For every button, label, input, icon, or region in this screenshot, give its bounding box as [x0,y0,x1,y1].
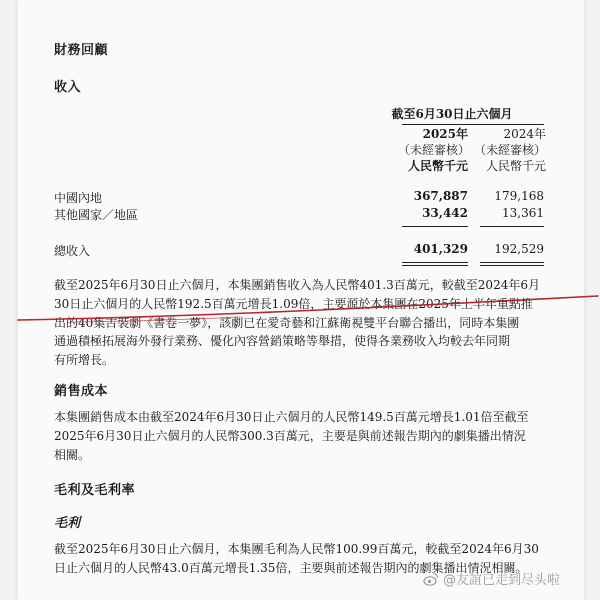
row-other-2024: 13,361 [502,206,544,220]
revenue-paragraph-line: 通過積極拓展海外發行業務、優化內容營銷策略等舉措，使得各業務收入均較去年同期 [54,334,511,349]
revenue-paragraph-line: 有所增長。 [54,353,115,368]
section-title: 財務回顧 [54,43,109,58]
revenue-paragraph-line: 30日止六個月的人民幣192.5百萬元增長1.09倍，主要源於本集團在2025年上半年重點推 [54,296,533,311]
cost-paragraph-line: 相關。 [54,447,91,462]
row-mainland-2024: 179,168 [494,189,544,203]
total-rule-2025-b [402,265,468,266]
row-other-2025: 33,442 [422,206,468,220]
total-rule-2025-a [402,262,468,263]
gross-heading: 毛利及毛利率 [54,483,136,498]
subtotal-rule-2025 [402,226,468,227]
cost-paragraph [54,408,554,464]
watermark [423,569,560,588]
gross-paragraph-line: 日止六個月的人民幣43.0百萬元增長1.35倍，主要與前述報告期內的劇集播出情況相關。 [54,560,528,575]
col-2025-year: 2025年 [422,127,468,141]
total-rule-2024-a [480,262,544,263]
col-2024-note: （未經審核） [474,143,547,157]
revenue-heading: 收入 [54,80,82,95]
row-mainland-2025: 367,887 [413,189,468,203]
subtotal-rule-2024 [480,226,544,227]
period-header-rule [402,124,544,125]
period-header: 截至6月30日止六個月 [391,107,513,121]
document-page [18,0,584,600]
row-label-total: 總收入 [54,244,91,258]
watermark-text: @友誼已走到尽头啦 [442,573,560,588]
row-total-2024: 192,529 [494,242,544,256]
revenue-paragraph-line: 截至2025年6月30日止六個月，本集團銷售收入為人民幣401.3百萬元，較截至2024年6月 [54,278,540,292]
gross-subheading: 毛利 [54,516,81,531]
col-2024-year: 2024年 [503,127,546,141]
weibo-logo-icon [423,571,439,587]
row-label-mainland: 中國內地 [54,191,103,205]
col-2025-note: （未經審核） [398,143,471,157]
cost-heading: 銷售成本 [54,384,109,399]
cost-paragraph-line: 本集團銷售成本由截至2024年6月30日止六個月的人民幣149.5百萬元增長1.01倍至截至 [54,410,529,424]
gross-paragraph-line: 截至2025年6月30日止六個月，本集團毛利為人民幣100.99百萬元，較截至2024年6月30 [54,542,539,556]
row-label-other: 其他國家／地區 [54,208,139,222]
total-rule-2024-b [480,265,544,266]
row-total-2025: 401,329 [413,242,468,256]
col-2024-unit: 人民幣千元 [485,159,546,173]
revenue-paragraph [54,276,554,370]
col-2025-unit: 人民幣千元 [407,159,468,173]
cost-paragraph-line: 2025年6月30日止六個月的人民幣300.3百萬元，主要是與前述報告期內的劇集播出情況 [54,428,526,443]
revenue-paragraph-line: 出的40集古裝劇《書卷一夢》，該劇已在愛奇藝和江蘇衛視雙平台聯合播出，同時本集團 [54,315,520,330]
